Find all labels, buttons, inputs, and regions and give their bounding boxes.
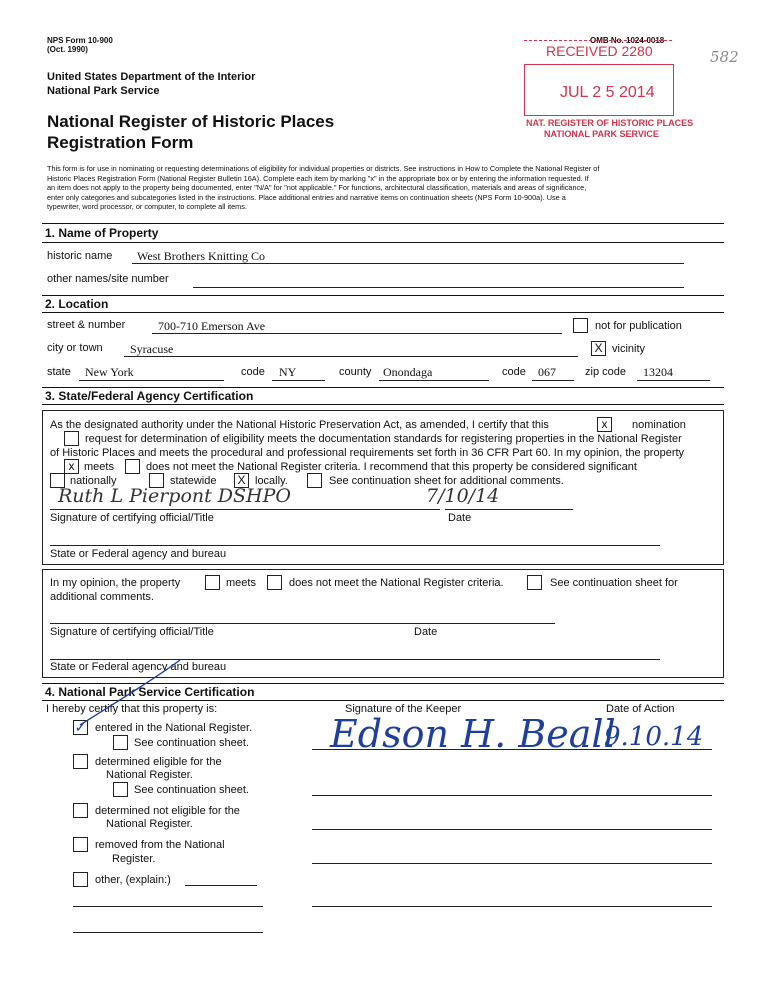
- opinion-signature-line: [50, 623, 555, 624]
- state-label: state: [47, 366, 71, 378]
- signature-label: Signature of certifying official/Title: [50, 512, 214, 524]
- not-for-publication-label: not for publication: [595, 320, 682, 332]
- keeper-line: [312, 863, 712, 864]
- opinion-meets-checkbox[interactable]: [205, 575, 220, 590]
- entered-label: entered in the National Register.: [95, 722, 253, 734]
- entered-checkbox[interactable]: ✓: [74, 719, 87, 735]
- form-title-line-1: National Register of Historic Places: [47, 112, 335, 131]
- other-explain-line: [73, 906, 263, 907]
- continuation-checkbox[interactable]: [307, 473, 322, 488]
- eligible-label-2: National Register.: [106, 769, 193, 781]
- eligible-continuation-label: See continuation sheet.: [134, 784, 249, 796]
- stamp-received-text: RECEIVED 2280: [546, 43, 653, 59]
- not-eligible-label-1: determined not eligible for the: [95, 805, 240, 817]
- keeper-line: [312, 795, 712, 796]
- meets-label: meets: [84, 461, 114, 473]
- county-line: [379, 380, 489, 381]
- keeper-line: [312, 829, 712, 830]
- corner-note: 582: [710, 48, 739, 66]
- vicinity-checkbox[interactable]: X: [591, 341, 606, 356]
- nomination-checkbox[interactable]: x: [597, 417, 612, 432]
- zip-label: zip code: [585, 366, 626, 378]
- locally-label: locally.: [255, 475, 288, 487]
- does-not-meet-checkbox[interactable]: [125, 459, 140, 474]
- agency-line-2: National Park Service: [47, 85, 160, 97]
- state-signature-date: 7/10/14: [426, 485, 500, 507]
- opinion-not-meet-checkbox[interactable]: [267, 575, 282, 590]
- section-rule: [42, 295, 724, 296]
- keeper-signature-label: Signature of the Keeper: [345, 703, 462, 715]
- not-for-publication-checkbox[interactable]: [573, 318, 588, 333]
- street-label: street & number: [47, 319, 126, 331]
- section-rule: [42, 223, 724, 224]
- other-label: other, (explain:): [95, 874, 171, 886]
- omb-number: OMB No. 1024-0018: [590, 36, 665, 45]
- opinion-date-label: Date: [414, 626, 438, 638]
- instructions-line: an item does not apply to the property being documented, enter "N/A" for "not applicable." For functions, architectural classification, materials and areas of significance,: [47, 183, 587, 192]
- street-line: [152, 333, 562, 334]
- stamp-date: JUL 2 5 2014: [560, 84, 655, 101]
- form-date: (Oct. 1990): [47, 45, 88, 54]
- cert-line-3: of Historic Places and meets the procedural and professional requirements set forth in 36 CFR Part 60. In my opinion, the property: [50, 447, 685, 459]
- city-value[interactable]: Syracuse: [130, 342, 174, 356]
- other-names-label: other names/site number: [47, 273, 169, 285]
- date-label: Date: [448, 512, 472, 524]
- date-line: [445, 509, 573, 510]
- opinion-signature-label: Signature of certifying official/Title: [50, 626, 214, 638]
- keeper-signature: Edson H. Beall: [330, 712, 616, 756]
- historic-name-label: historic name: [47, 250, 113, 262]
- vicinity-label: vicinity: [612, 343, 646, 355]
- eligible-checkbox[interactable]: [73, 754, 88, 769]
- opinion-intro: In my opinion, the property: [50, 577, 181, 589]
- opinion-continuation-label: See continuation sheet for: [550, 577, 678, 589]
- pen-stroke: [60, 655, 190, 735]
- nps-intro: I hereby certify that this property is:: [46, 703, 218, 715]
- other-explain-line: [73, 932, 263, 933]
- county-code-value[interactable]: 067: [538, 365, 556, 379]
- other-names-line: [193, 287, 684, 288]
- cert-line-1: As the designated authority under the National Historic Preservation Act, as amended, I certify that this: [50, 419, 549, 431]
- stamp-line-2: NATIONAL PARK SERVICE: [544, 129, 659, 139]
- does-not-meet-label: does not meet the National Register criteria. I recommend that this property be considered significant: [146, 461, 637, 473]
- state-code-line: [272, 380, 325, 381]
- other-checkbox[interactable]: [73, 872, 88, 887]
- section-3-heading: 3. State/Federal Agency Certification: [45, 389, 254, 403]
- section-rule: [42, 387, 724, 388]
- entered-continuation-label: See continuation sheet.: [134, 737, 249, 749]
- eligible-continuation-checkbox[interactable]: [113, 782, 128, 797]
- section-2-heading: 2. Location: [45, 297, 109, 311]
- zip-value[interactable]: 13204: [643, 365, 673, 379]
- city-line: [124, 356, 578, 357]
- signature-line: [50, 509, 440, 510]
- instructions-line: Historic Places Registration Form (National Register Bulletin 16A). Complete each item by marking "x" in the appropriate box or by entering the information requested. If: [47, 173, 589, 183]
- opinion-not-meet-label: does not meet the National Register criteria.: [289, 577, 504, 589]
- section-1-heading: 1. Name of Property: [45, 226, 159, 240]
- section-rule: [42, 242, 724, 243]
- statewide-label: statewide: [170, 475, 217, 487]
- zip-line: [637, 380, 710, 381]
- nomination-label: nomination: [632, 419, 686, 431]
- section-rule: [42, 404, 724, 405]
- agency-line: [50, 545, 660, 546]
- opinion-agency-label: State or Federal agency and bureau: [50, 661, 227, 673]
- form-number: NPS Form 10-900: [47, 36, 113, 45]
- keeper-line: [312, 906, 712, 907]
- section-4-heading: 4. National Park Service Certification: [45, 685, 255, 699]
- cert-line-2: request for determination of eligibility meets the documentation standards for registering properties in the National Register: [85, 433, 682, 445]
- other-explain-line: [185, 885, 257, 886]
- state-value[interactable]: New York: [85, 365, 134, 379]
- not-eligible-checkbox[interactable]: [73, 803, 88, 818]
- county-value[interactable]: Onondaga: [383, 365, 433, 379]
- locally-checkbox[interactable]: X: [234, 473, 249, 488]
- keeper-line: [312, 749, 712, 750]
- instructions-line: This form is for use in nominating or requesting determinations of eligibility for individual properties or districts. See instructions in How to Complete the National Register of: [47, 164, 600, 173]
- instructions: [47, 164, 727, 212]
- opinion-continuation-checkbox[interactable]: [527, 575, 542, 590]
- city-label: city or town: [47, 342, 103, 354]
- agency-label: State or Federal agency and bureau: [50, 548, 227, 560]
- section-rule: [42, 312, 724, 313]
- meets-checkbox[interactable]: x: [64, 459, 79, 474]
- date-of-action-label: Date of Action: [606, 703, 675, 715]
- historic-name-line: [132, 263, 684, 264]
- instructions-line: enter only categories and subcategories listed in the instructions. Place additional entries and narrative items on continuation sheets (NPS Form 10-900a). Use a: [47, 192, 566, 202]
- state-code-value[interactable]: NY: [279, 365, 297, 379]
- opinion-additional: additional comments.: [50, 591, 154, 603]
- instructions-line: typewriter, word processor, or computer, to complete all items.: [47, 202, 247, 211]
- street-value[interactable]: 700-710 Emerson Ave: [158, 319, 266, 333]
- removed-checkbox[interactable]: [73, 837, 88, 852]
- county-label: county: [339, 366, 372, 378]
- not-eligible-label-2: National Register.: [106, 818, 193, 830]
- county-code-label: code: [502, 366, 526, 378]
- state-official-signature: Ruth L Pierpont DSHPO: [58, 485, 291, 507]
- removed-label-1: removed from the National: [95, 839, 225, 851]
- stamp-line-1: NAT. REGISTER OF HISTORIC PLACES: [526, 118, 694, 128]
- continuation-label: See continuation sheet for additional comments.: [329, 475, 564, 487]
- removed-label-2: Register.: [112, 853, 156, 865]
- state-line: [79, 380, 224, 381]
- eligible-label-1: determined eligible for the: [95, 756, 222, 768]
- request-checkbox[interactable]: [64, 431, 79, 446]
- entered-continuation-checkbox[interactable]: [113, 735, 128, 750]
- agency-line-1: United States Department of the Interior: [47, 71, 256, 83]
- state-code-label: code: [241, 366, 265, 378]
- form-title-line-2: Registration Form: [47, 133, 194, 152]
- opinion-meets-label: meets: [226, 577, 256, 589]
- historic-name-value[interactable]: West Brothers Knitting Co: [137, 249, 266, 263]
- received-stamp: [524, 40, 694, 146]
- nationally-label: nationally: [70, 475, 117, 487]
- county-code-line: [532, 380, 574, 381]
- date-of-action: 9.10.14: [604, 722, 704, 752]
